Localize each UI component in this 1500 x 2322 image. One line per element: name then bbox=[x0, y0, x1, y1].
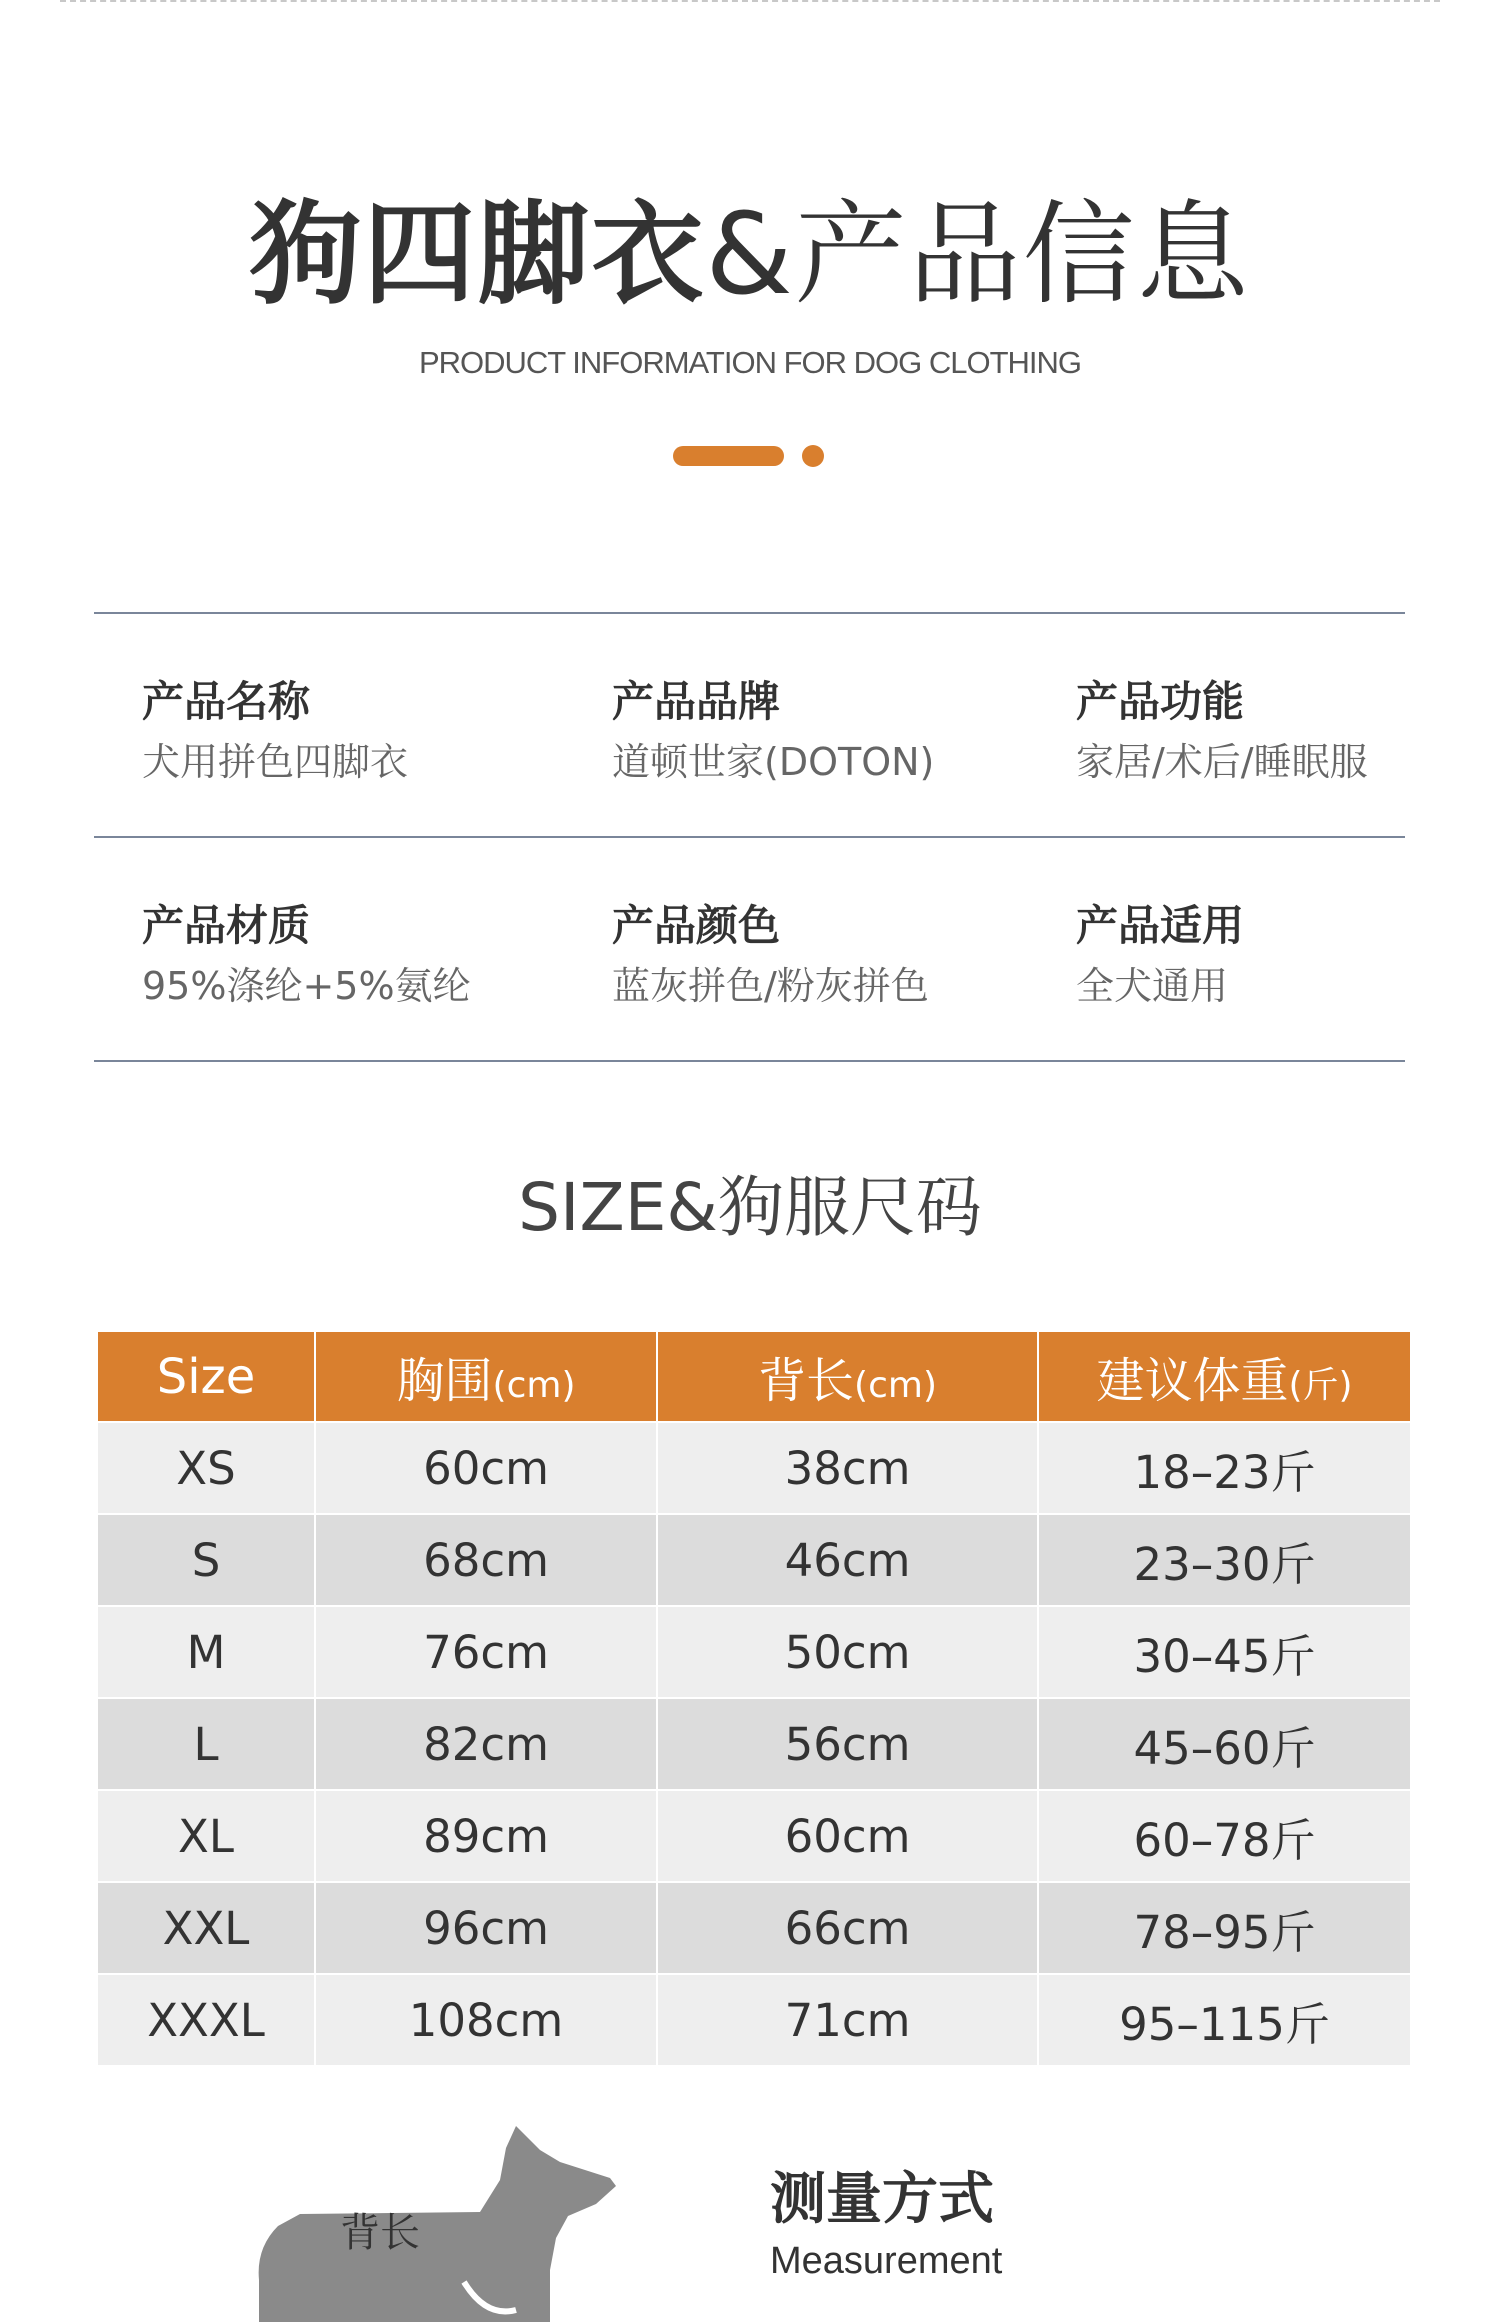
product-info-grid bbox=[94, 612, 1405, 1062]
table-row bbox=[98, 1790, 1410, 1882]
weight-cell: 18–23斤 bbox=[1038, 1422, 1410, 1514]
measurement-subtitle: Measurement bbox=[770, 2240, 1003, 2282]
back-length-cell: 66cm bbox=[657, 1882, 1038, 1974]
back-length-cell: 60cm bbox=[657, 1790, 1038, 1882]
page-title-light: &产品信息 bbox=[705, 190, 1251, 320]
dog-measurement-diagram bbox=[250, 2120, 620, 2322]
chest-cell: 108cm bbox=[315, 1974, 657, 2065]
back-length-cell: 56cm bbox=[657, 1698, 1038, 1790]
size-cell: L bbox=[98, 1698, 315, 1790]
info-value: 犬用拼色四脚衣 bbox=[142, 740, 409, 784]
table-row bbox=[98, 1698, 1410, 1790]
size-section-title: SIZE&狗服尺码 bbox=[518, 1169, 982, 1246]
header-unit: (斤) bbox=[1288, 1365, 1353, 1406]
header-chest bbox=[315, 1332, 657, 1422]
size-cell: XL bbox=[98, 1790, 315, 1882]
info-divider-bottom bbox=[94, 1060, 1405, 1062]
info-cell-name bbox=[142, 674, 408, 792]
info-cell-color bbox=[612, 898, 929, 1016]
back-length-cell: 71cm bbox=[657, 1974, 1038, 2065]
size-cell: XXXL bbox=[98, 1974, 315, 2065]
info-label: 产品名称 bbox=[142, 677, 311, 726]
info-cell-applicable bbox=[1076, 898, 1244, 1016]
table-row bbox=[98, 1974, 1410, 2065]
back-length-cell: 46cm bbox=[657, 1514, 1038, 1606]
table-row bbox=[98, 1514, 1410, 1606]
dog-silhouette bbox=[259, 2126, 616, 2322]
info-label: 产品功能 bbox=[1076, 677, 1245, 726]
header-main: 建议体重 bbox=[1096, 1353, 1289, 1409]
size-cell: XXL bbox=[98, 1882, 315, 1974]
measurement-title: 测量方式 bbox=[770, 2167, 994, 2232]
weight-cell: 23–30斤 bbox=[1038, 1514, 1410, 1606]
chest-cell: 76cm bbox=[315, 1606, 657, 1698]
info-label: 产品颜色 bbox=[612, 901, 781, 950]
info-label: 产品材质 bbox=[142, 901, 311, 950]
info-value: 蓝灰拼色/粉灰拼色 bbox=[612, 964, 929, 1008]
info-value: 家居/术后/睡眠服 bbox=[1076, 740, 1368, 784]
info-cell-material bbox=[142, 898, 471, 1016]
chest-cell: 89cm bbox=[315, 1790, 657, 1882]
weight-cell: 78–95斤 bbox=[1038, 1882, 1410, 1974]
size-cell: M bbox=[98, 1606, 315, 1698]
size-cell: XS bbox=[98, 1422, 315, 1514]
info-label: 产品品牌 bbox=[612, 677, 781, 726]
header-main: 胸围 bbox=[396, 1353, 493, 1409]
info-value: 95%涤纶+5%氨纶 bbox=[142, 964, 471, 1008]
chest-cell: 60cm bbox=[315, 1422, 657, 1514]
chest-cell: 82cm bbox=[315, 1698, 657, 1790]
info-value: 全犬通用 bbox=[1076, 964, 1229, 1008]
top-dashed-divider bbox=[60, 0, 1440, 2]
table-row bbox=[98, 1606, 1410, 1698]
header-back-length bbox=[657, 1332, 1038, 1422]
weight-cell: 30–45斤 bbox=[1038, 1606, 1410, 1698]
info-label: 产品适用 bbox=[1076, 901, 1245, 950]
header-unit: (cm) bbox=[492, 1365, 576, 1406]
weight-cell: 45–60斤 bbox=[1038, 1698, 1410, 1790]
weight-cell: 60–78斤 bbox=[1038, 1790, 1410, 1882]
chest-cell: 96cm bbox=[315, 1882, 657, 1974]
header-weight bbox=[1038, 1332, 1410, 1422]
header-main: 背长 bbox=[758, 1353, 855, 1409]
info-cell-brand bbox=[612, 674, 934, 792]
page-title bbox=[0, 185, 1500, 325]
back-length-cell: 50cm bbox=[657, 1606, 1038, 1698]
back-length-cell: 38cm bbox=[657, 1422, 1038, 1514]
info-cell-function bbox=[1076, 674, 1368, 792]
weight-cell: 95–115斤 bbox=[1038, 1974, 1410, 2065]
size-table-header bbox=[98, 1332, 1410, 1422]
table-row bbox=[98, 1882, 1410, 1974]
page-subtitle: PRODUCT INFORMATION FOR DOG CLOTHING bbox=[418, 345, 1082, 380]
info-row-2 bbox=[94, 838, 1405, 1060]
info-row-1 bbox=[94, 614, 1405, 836]
size-cell: S bbox=[98, 1514, 315, 1606]
info-value: 道顿世家(DOTON) bbox=[612, 740, 935, 784]
header-main: Size bbox=[156, 1348, 256, 1405]
header-unit: (cm) bbox=[854, 1365, 937, 1406]
header-size bbox=[98, 1332, 315, 1422]
chest-cell: 68cm bbox=[315, 1514, 657, 1606]
decorative-bar bbox=[673, 446, 784, 466]
size-table bbox=[98, 1332, 1410, 2065]
page-title-bold: 狗四脚衣 bbox=[249, 190, 706, 320]
back-length-label: 背长 bbox=[340, 2210, 420, 2256]
decorative-dot bbox=[802, 445, 824, 467]
table-row bbox=[98, 1422, 1410, 1514]
